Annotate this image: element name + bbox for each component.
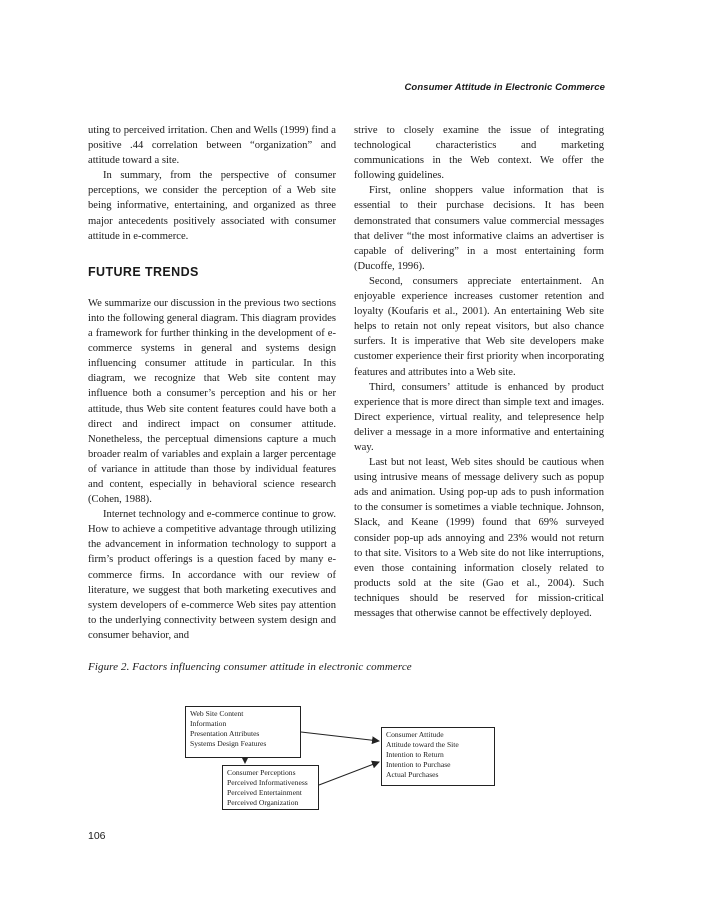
box-line: Intention to Return	[386, 750, 444, 759]
left-paragraph-3: We summarize our discussion in the previous two sections into the following general diagram. This diagram provides a framework for further thinking in the development of e-commerce systems in general and systems design influencing consumer attitude in particular. In this diagram, we recognize that Web site content may influence both a consumer’s perception and his or her attitude, thus Web site content features could have both a direct and indirect impact on consumer attitude. Nonetheless, the perceptual dimensions capture a much broader realm of variables and explain a larger percentage of variance in attitude than those by individual features and content, especially in behavioral science research (Cohen, 1988).	[88, 297, 336, 506]
right-paragraph-5: Last but not least, Web sites should be cautious when using intrusive means of message delivery such as popup ads and animation. Using pop-up ads to push information to the consumer is sometimes a viable technique. Johnson, Slack, and Keane (1999) found that 69% surveyed consider pop-up ads annoying and 23% would not return to that site. Visitors to a Web site do not like interruptions, even those containing information closely related to products sold at the site (Gao et al., 2004). Such techniques should be reserved for mission-critical messages that otherwise cannot be effectively deployed.	[354, 457, 604, 619]
web-site-content-box	[185, 706, 301, 758]
arrow-content-to-attitude	[301, 732, 379, 741]
left-paragraph-1: uting to perceived irritation. Chen and Wells (1999) find a positive .44 correlation between “organization” and attitude toward a site.	[88, 125, 336, 167]
figure-caption: Figure 2. Factors influencing consumer attitude in electronic commerce	[88, 661, 412, 673]
page-number: 106	[88, 830, 106, 842]
left-paragraph-2: In summary, from the perspective of consumer perceptions, we consider the perception of a Web site being informative, entertaining, and organized as three major antecedents positively associated with consumer attitude in e-commerce.	[88, 170, 336, 242]
box-line: Web Site Content	[190, 709, 244, 718]
consumer-perceptions-box	[222, 765, 319, 810]
running-header: Consumer Attitude in Electronic Commerce	[404, 82, 605, 93]
box-line: Information	[190, 719, 227, 728]
box-line: Perceived Organization	[227, 798, 299, 807]
arrow-perceptions-to-attitude	[319, 762, 379, 785]
box-line: Consumer Perceptions	[227, 768, 296, 777]
right-column	[354, 123, 604, 621]
box-line: Systems Design Features	[190, 739, 267, 748]
consumer-attitude-box	[381, 727, 495, 786]
box-line: Perceived Informativeness	[227, 778, 308, 787]
left-paragraph-4: Internet technology and e-commerce continue to grow. How to achieve a competitive advantage through utilizing the advancement in information technology to support a firm’s product offerings is a question faced by many e-commerce firms. In accordance with our review of literature, we suggest that both marketing executives and system developers of e-commerce Web sites pay attention to the underlying connectivity between system design and consumer behavior, and	[88, 509, 336, 641]
right-paragraph-1: strive to closely examine the issue of integrating technological characteristics and marketing communications in the Web context. We offer the following guidelines.	[354, 125, 604, 182]
box-line: Intention to Purchase	[386, 760, 451, 769]
section-title: FUTURE TRENDS	[88, 264, 199, 279]
box-line: Attitude toward the Site	[386, 740, 459, 749]
box-line: Perceived Entertainment	[227, 788, 302, 797]
right-paragraph-2: First, online shoppers value information that is essential to their purchase decisions. It has been demonstrated that consumers value commercial messages that deliver “the most informative claims an advertiser is capable of delivering” in a most entertaining form (Ducoffe, 1996).	[354, 185, 604, 272]
left-column	[88, 123, 336, 643]
box-line: Actual Purchases	[386, 770, 439, 779]
right-paragraph-4: Third, consumers’ attitude is enhanced by product experience that is more direct than simple text and images. Direct experience, virtual reality, and telepresence help deliver a message in a more informative and entertaining way.	[354, 381, 604, 453]
right-paragraph-3: Second, consumers appreciate entertainment. An enjoyable experience increases customer retention and loyalty (Koufaris et al., 2001). An entertaining Web site helps to retain not only repeat visitors, but also chance surfers. It is imperative that Web site developers make customer experience their first priority when incorporating features and attributes into a Web site.	[354, 275, 604, 378]
box-line: Consumer Attitude	[386, 730, 444, 739]
box-line: Presentation Attributes	[190, 729, 260, 738]
